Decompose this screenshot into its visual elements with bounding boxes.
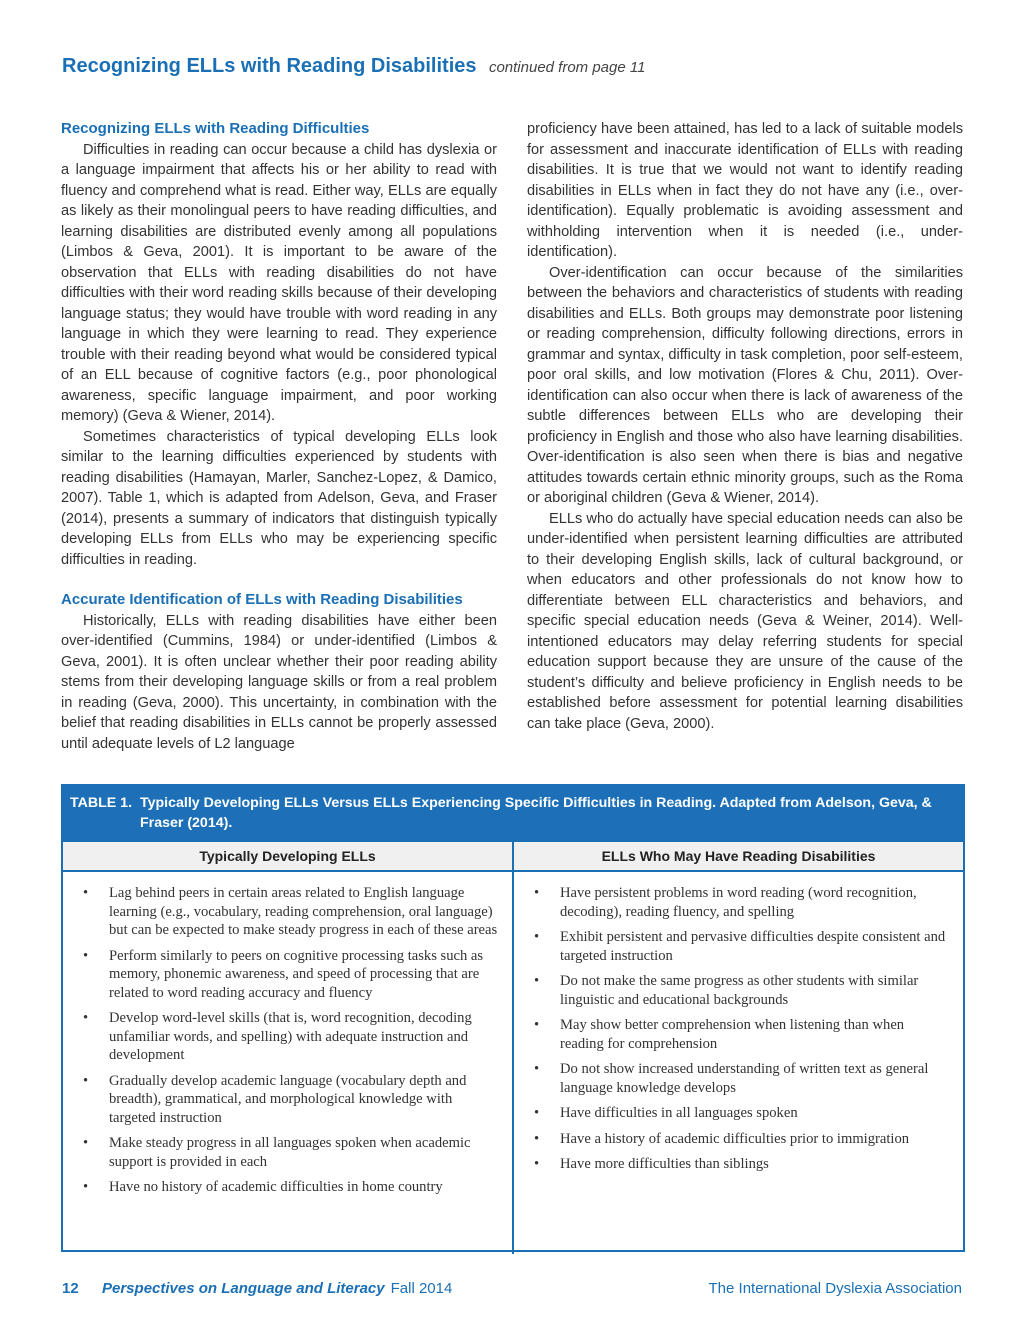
list-item: • Exhibit persistent and pervasive difficulties despite consistent and targeted instruction bbox=[534, 929, 946, 964]
paragraph: ELLs who do actually have special education needs can also be under-identified when persistent learning difficulties are attributed to their developing English skills, lack of cultural background, or when educators and other professionals do not know how to differentiate between ELL characteristics and behaviors, and specific special education needs (Geva & Weiner, 2014). Well-intentioned educators may delay referring students for special education support because they are unsure of the cause of the student’s difficulty and believe proficiency in English needs to be established before assessment for potential learning disabilities can take place (Geva, 2000). bbox=[527, 510, 963, 732]
list-item: • Have no history of academic difficulties in home country bbox=[83, 1179, 443, 1195]
list-item: • Have persistent problems in word reading (word recognition, decoding), reading fluency, and spelling bbox=[534, 885, 917, 920]
bullet-icon: • bbox=[83, 1072, 89, 1089]
article-title: Recognizing ELLs with Reading Disabilities bbox=[62, 55, 477, 77]
bullet-icon: • bbox=[83, 1135, 89, 1151]
bullet-icon: • bbox=[534, 1105, 540, 1121]
list-item: • Perform similarly to peers on cognitive processing tasks such as memory, phonemic awareness, and speed of processing that are related to word reading accuracy and fluency bbox=[83, 947, 484, 1001]
right-column bbox=[527, 119, 963, 734]
table-header-row bbox=[63, 840, 963, 872]
left-column bbox=[61, 119, 497, 754]
page-title bbox=[62, 55, 645, 78]
list-item: • Have a history of academic difficulties prior to immigration bbox=[534, 1130, 910, 1147]
table-1 bbox=[61, 784, 965, 1252]
list-item: • Lag behind peers in certain areas related to English language learning (e.g., vocabulary, reading comprehension, oral language) but can be expected to make steady progress in each of these areas bbox=[83, 885, 498, 938]
bullet-icon: • bbox=[83, 1010, 89, 1026]
list-item: • Make steady progress in all languages spoken when academic support is provided in each bbox=[83, 1135, 471, 1170]
bullet-icon: • bbox=[83, 885, 89, 901]
paragraph: Difficulties in reading can occur because a child has dyslexia or a language impairment that affects his or her ability to read with fluency and comprehend what is read. Either way, ELLs are equally as likely as their monolingual peers to have reading difficulties, and learning disabilities are distributed evenly among all populations (Limbos & Geva, 2001). It is important to be aware of the observation that ELLs with reading disabilities do not have difficulties with their word reading skills because of their developing language status; they would have trouble with word reading in any language in which they were learning to read. They experience trouble with their reading beyond what would be considered typical of an ELL because of cognitive factors (e.g., poor phonological awareness, specific language impairment, and poor working memory) (Geva & Wiener, 2014). bbox=[61, 141, 497, 424]
issue-season: Fall 2014 bbox=[390, 1280, 453, 1297]
bullet-icon: • bbox=[534, 1130, 540, 1147]
continued-note: continued from page 11 bbox=[488, 59, 646, 76]
bullet-icon: • bbox=[534, 1156, 540, 1172]
paragraph: Over-identification can occur because of the similarities between the behaviors and characteristics of students with reading disabilities and ELLs. Both groups may demonstrate poor listening or reading comprehension, difficulty following directions, errors in grammar and syntax, difficulty in task completion, poor self-esteem, poor oral skills, and low motivation (Flores & Chu, 2011). Over-identification can also occur when there is lack of awareness of the subtle differences between ELLs who are developing their proficiency in English and those who also have learning disabilities. Over-identification is also seen when there is bias and negative attitudes towards certain ethnic minority groups, such as the Roma or aboriginal children (Geva & Wiener, 2014). bbox=[527, 264, 963, 506]
column-header-typical: Typically Developing ELLs bbox=[63, 842, 514, 870]
list-item: • Have more difficulties than siblings bbox=[534, 1156, 769, 1172]
section-heading-accurate-identification: Accurate Identification of ELLs with Reading Disabilities bbox=[61, 591, 463, 608]
table-caption bbox=[63, 786, 963, 840]
bullet-icon: • bbox=[534, 1017, 540, 1033]
paragraph: proficiency have been attained, has led to a lack of suitable models for assessment and inaccurate identification of ELLs with reading disabilities. It is true that we would not want to identify reading disabilities in ELLs when in fact they do not have any (i.e., over-identification). Equally problematic is avoiding assessment and withholding intervention when it is needed (i.e., under-identification). bbox=[527, 121, 963, 260]
publication-name: Perspectives on Language and Literacy Fall 2014 bbox=[102, 1280, 453, 1297]
table-body-row bbox=[63, 872, 963, 1254]
bullet-icon: • bbox=[534, 973, 540, 989]
list-item: • Develop word-level skills (that is, word recognition, decoding unfamiliar words, and spelling) with adequate instruction and development bbox=[83, 1010, 472, 1063]
table-caption-text: Typically Developing ELLs Versus ELLs Experiencing Specific Difficulties in Reading. Adapted from Adelson, Geva, & Fraser (2014). bbox=[140, 795, 932, 831]
list-item: • Have difficulties in all languages spoken bbox=[534, 1105, 798, 1121]
column-disabilities bbox=[514, 872, 963, 1254]
bullet-icon: • bbox=[534, 1061, 540, 1077]
table-caption-label: TABLE 1. bbox=[70, 795, 133, 811]
bullet-icon: • bbox=[83, 947, 89, 964]
list-item: • Do not make the same progress as other students with similar linguistic and educational backgrounds bbox=[534, 973, 919, 1008]
section-heading-recognizing: Recognizing ELLs with Reading Difficulties bbox=[61, 120, 370, 137]
list-item: • Do not show increased understanding of written text as general language knowledge develops bbox=[534, 1061, 929, 1096]
bullet-icon: • bbox=[534, 929, 540, 945]
bullet-icon: • bbox=[534, 885, 540, 901]
paragraph: Historically, ELLs with reading disabilities have either been over-identified (Cummins, 1984) or under-identified (Limbos & Geva, 2001). It is often unclear whether their poor reading ability stems from their developing language skills or from a real problem in reading (Geva, 2000). This uncertainty, in combination with the belief that reading disabilities in ELLs cannot be properly assessed until adequate levels of L2 language bbox=[61, 612, 497, 752]
column-typical bbox=[63, 872, 514, 1254]
bullet-icon: • bbox=[83, 1179, 89, 1195]
page-number: 12 bbox=[62, 1280, 79, 1297]
organization-name: The International Dyslexia Association bbox=[708, 1280, 962, 1297]
list-item: • Gradually develop academic language (vocabulary depth and breadth), grammatical, and morphological knowledge with targeted instruction bbox=[83, 1072, 467, 1126]
page-footer bbox=[62, 1280, 962, 1302]
list-item: • May show better comprehension when listening than when reading for comprehension bbox=[534, 1017, 905, 1052]
paragraph: Sometimes characteristics of typical developing ELLs look similar to the learning difficulties experienced by students with reading disabilities (Hamayan, Marler, Sanchez-Lopez, & Damico, 2007). Table 1, which is adapted from Adelson, Geva, and Fraser (2014), presents a summary of indicators that distinguish typically developing ELLs from ELLs who may be experiencing specific difficulties in reading. bbox=[61, 428, 497, 568]
column-header-disabilities: ELLs Who May Have Reading Disabilities bbox=[601, 848, 876, 864]
